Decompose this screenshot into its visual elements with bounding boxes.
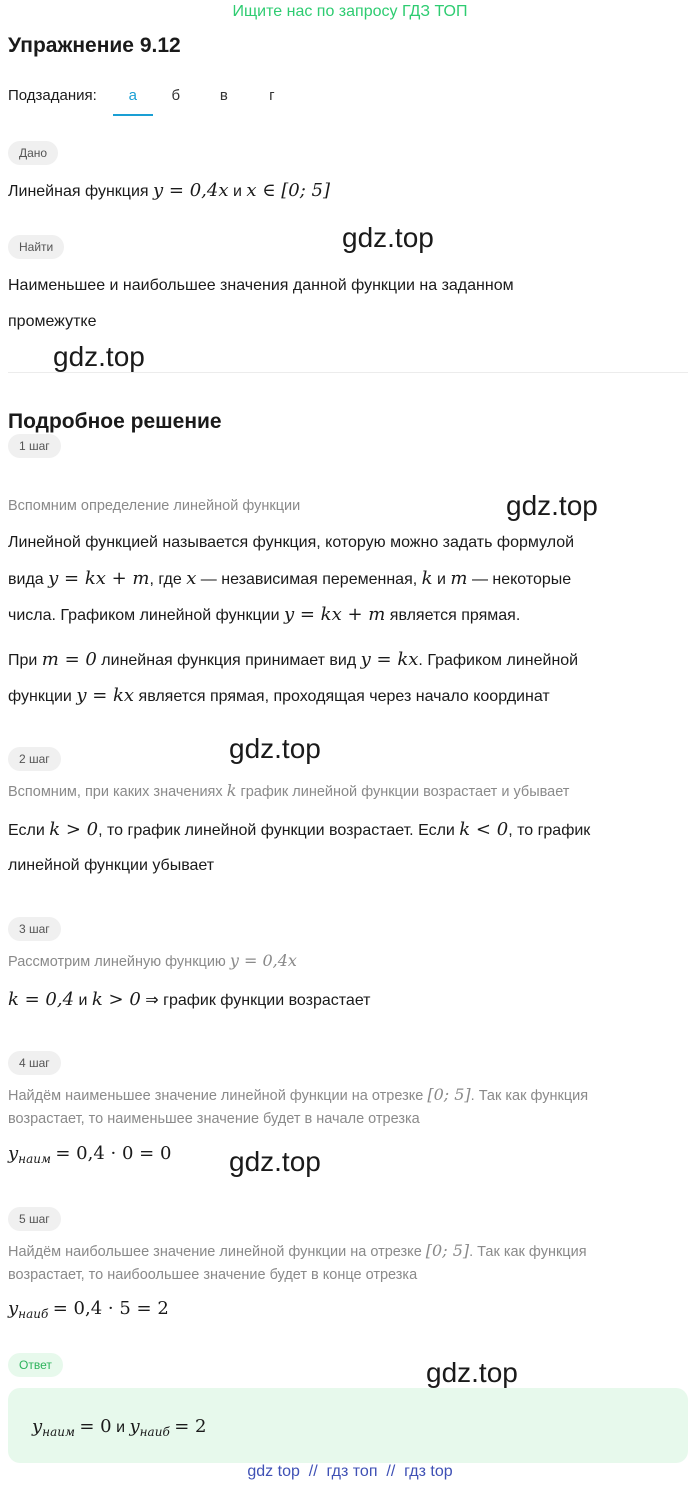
step1-chip: 1 шаг [8,434,61,458]
formula: = 0,4 · 5 = 2 [52,1298,169,1319]
step1-p1-b [8,568,571,591]
formula: y [129,1416,140,1437]
given-chip: Дано [8,141,58,165]
find-line1: Наименьшее и наибольшее значения данной функции на заданном [8,277,514,294]
tab-b[interactable]: б [171,87,181,104]
given-formula: y = 0,4x [153,180,229,201]
formula: m [450,568,468,589]
subscript: наим [18,1152,51,1167]
t: вида [8,571,44,588]
t: . Так как функция [469,1244,587,1260]
step1-p2-b [8,685,550,708]
tab-g[interactable]: г [269,87,275,104]
step5-hint1 [8,1240,587,1263]
find-chip: Найти [8,235,64,259]
step5-chip: 5 шаг [8,1207,61,1231]
t: и [78,992,88,1009]
formula: k > 0 [91,989,141,1010]
answer-text [32,1416,207,1443]
formula: y = kx [360,649,419,670]
formula: k > 0 [49,819,99,840]
formula: y = 0,4x [229,951,297,970]
given-prefix: Линейная функция [8,183,149,200]
formula: y [8,1143,19,1164]
t: , где [149,571,182,588]
step2-l2: линейной функции убывает [8,857,215,874]
step2-l1 [8,819,590,842]
step1-p1-c [8,604,520,627]
step3-hint [8,950,297,973]
t: , то график [508,822,591,839]
step1-hint: Вспомним определение линейной функции [8,498,301,514]
footer-links[interactable]: gdz top // гдз топ // гдз top [247,1463,453,1480]
formula: k = 0,4 [8,989,75,1010]
t: Вспомним, при каких значениях [8,784,223,800]
step1-p2-a [8,649,578,672]
divider [8,372,688,373]
formula: k [421,568,433,589]
t: Найдём наименьшее значение линейной функции на отрезке [8,1088,424,1104]
t: график линейной функции возрастает и убывает [240,784,570,800]
formula: m = 0 [41,649,97,670]
watermark: gdz.top [426,1357,518,1388]
page-title: Упражнение 9.12 [8,34,181,57]
t: . Графиком линейной [418,652,579,669]
solution-title: Подробное решение [8,410,222,433]
formula: y [32,1416,43,1437]
step5-eq [8,1298,169,1325]
watermark: gdz.top [229,733,321,764]
t: Если [8,822,45,839]
subscript: наим [42,1425,75,1440]
t: При [8,652,38,669]
tab-a[interactable]: а [113,86,153,116]
subtasks-bar [8,86,295,118]
step3-chip: 3 шаг [8,917,61,941]
promo-banner: Ищите нас по запросу ГДЗ ТОП [232,3,468,20]
step5-hint2: возрастает, то наибоольшее значение будет в конце отрезка [8,1267,418,1283]
watermark: gdz.top [506,490,598,521]
step4-hint2: возрастает, то наименьшее значение будет в начале отрезка [8,1111,420,1127]
given-and: и [232,183,242,200]
watermark: gdz.top [229,1146,321,1177]
watermark: gdz.top [53,341,145,372]
step2-chip: 2 шаг [8,747,61,771]
formula: = 2 [174,1416,207,1437]
tab-v[interactable]: в [219,87,228,104]
formula: y = kx + m [48,568,150,589]
t: Найдём наибольшее значение линейной функции на отрезке [8,1244,422,1260]
t: график функции возрастает [163,992,371,1009]
answer-chip: Ответ [8,1353,63,1377]
formula: [0; 5] [425,1241,470,1260]
given-text [8,180,330,203]
step4-hint1 [8,1084,588,1107]
t: и [116,1419,126,1436]
formula: k [226,781,237,800]
t: линейная функция принимает вид [101,652,357,669]
t: . Так как функция [470,1088,589,1104]
watermark: gdz.top [342,222,434,253]
t: , то график линейной функции возрастает. Если [98,822,455,839]
formula: k < 0 [459,819,509,840]
t: и [437,571,446,588]
t: функции [8,688,72,705]
arrow-icon: ⇒ [145,992,159,1009]
t: — некоторые [471,571,572,588]
t: является прямая, проходящая через начало координат [138,688,550,705]
subscript: наиб [139,1425,170,1440]
step1-p1-a: Линейной функцией называется функция, которую можно задать формулой [8,534,575,551]
t: является прямая. [389,607,521,624]
step2-hint [8,780,569,803]
t: Рассмотрим линейную функцию [8,954,226,970]
formula: [0; 5] [427,1085,471,1104]
t: — независимая переменная, [200,571,418,588]
formula: = 0 [79,1416,112,1437]
step3-l1 [8,989,371,1012]
t: числа. Графиком линейной функции [8,607,280,624]
step4-eq [8,1143,171,1170]
formula: y [8,1298,19,1319]
subtasks-label: Подзадания: [8,87,97,104]
formula: y = kx + m [283,604,386,625]
step4-chip: 4 шаг [8,1051,61,1075]
given-range: x ∈ [0; 5] [246,180,330,201]
formula: y = kx [76,685,135,706]
formula: x [186,568,197,589]
formula: = 0,4 · 0 = 0 [55,1143,172,1164]
subscript: наиб [18,1307,49,1322]
find-line2: промежутке [8,313,97,330]
